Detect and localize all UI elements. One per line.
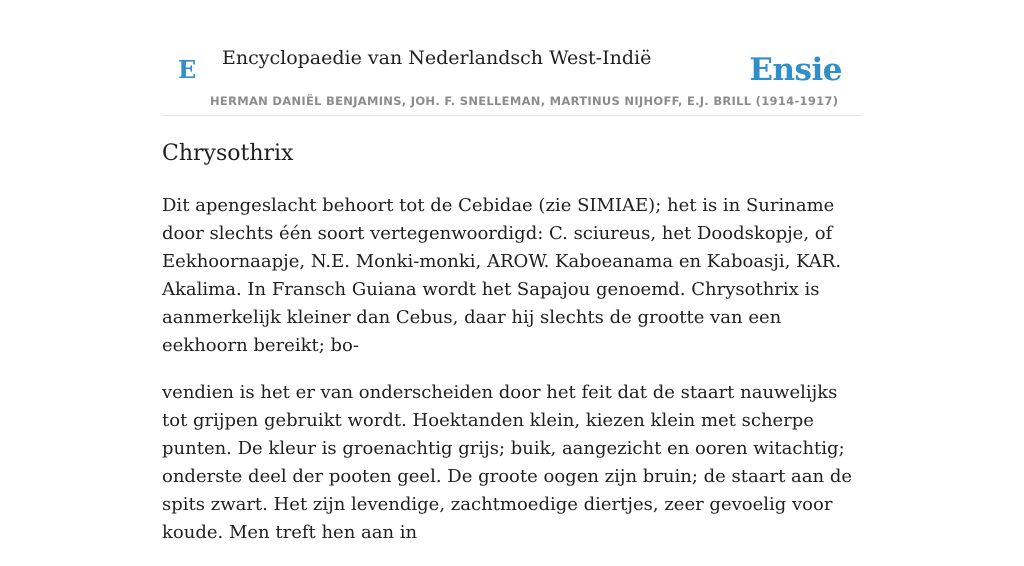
source-header bbox=[162, 40, 862, 116]
article-paragraph: vendien is het er van onderscheiden door het feit dat de staart nauwelijks tot grijpen gebruikt wordt. Hoektanden klein, kiezen klein met scherpe punten. De kleur is groenachtig grijs; buik, aangezicht en ooren witachtig; onderste deel der pooten geel. De groote oogen zijn bruin; de staart aan de spits zwart. Het zijn levendige, zachtmoedige diertjes, zeer gevoelig voor koude. Men treft hen aan in bbox=[162, 382, 852, 543]
source-credits: HERMAN DANIËL BENJAMINS, JOH. F. SNELLEMAN, MARTINUS NIJHOFF, E.J. BRILL (1914-1917) bbox=[210, 94, 839, 108]
source-logo[interactable]: E bbox=[178, 55, 197, 84]
article-body bbox=[162, 192, 862, 566]
article-paragraph: Dit apengeslacht behoort tot de Cebidae (zie SIMIAE); het is in Suriname door slechts één soort vertegenwoordigd: C. sciureus, het Doodskopje, of Eekhoornaapje, N.E. Monki-monki, AROW. Kaboeanama en Kaboasji, KAR. Akalima. In Fransch Guiana wordt het Sapajou genoemd. Chrysothrix is aanmerkelijk kleiner dan Cebus, daar hij slechts de grootte van een eekhoorn bereikt; bo- bbox=[162, 195, 842, 356]
ensie-logo[interactable]: Ensie bbox=[749, 52, 842, 88]
article-title: Chrysothrix bbox=[162, 141, 294, 166]
source-title-link[interactable]: Encyclopaedie van Nederlandsch West-Indië bbox=[222, 47, 652, 69]
